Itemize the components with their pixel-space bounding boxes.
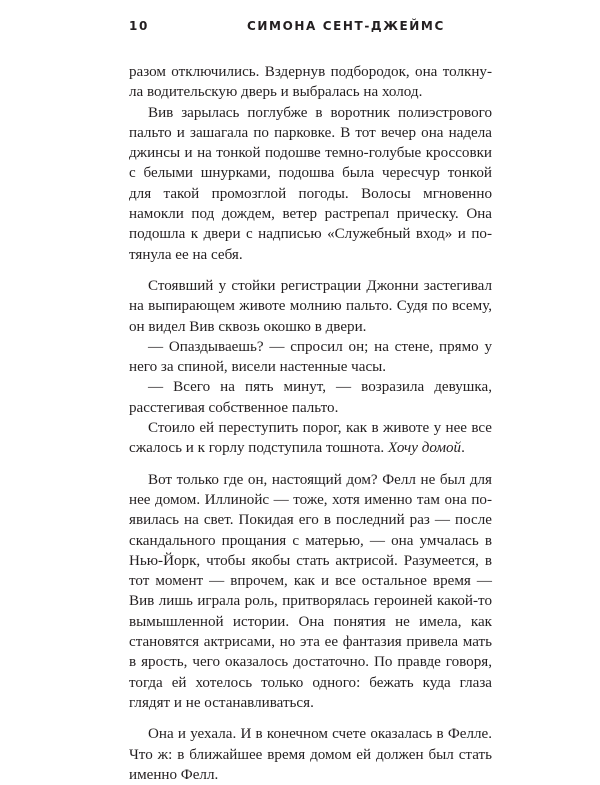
paragraph-8: Она и уехала. И в конечном счете оказалась в Фелле. Что ж: в ближайшее время домом ей должен был стать именно Фелл. xyxy=(129,726,492,783)
page-body-text xyxy=(129,62,492,785)
paragraph-2: Вив зарылась поглубже в воротник полиэстрового пальто и зашагала по парковке. В тот вечер она надела джинсы и на тонкой подошве темно-голубые кроссовки с белыми шнурками, подошва была чересчур тонкой для такой промозглой погоды. Волосы мгновенно намокли под дождем, ветер растрепал прическу. Она подошла к двери с надписью «Служебный вход» и потянула ее на себя. xyxy=(129,104,492,263)
paragraph-4: — Опаздываешь? — спросил он; на стене, прямо у него за спиной, висели настенные часы. xyxy=(129,338,492,376)
paragraph-3: Стоявший у стойки регистрации Джонни застегивал на выпирающем животе молнию пальто. Судя по всему, он видел Вив сквозь окошко в двери. xyxy=(129,277,492,335)
page-number: 10 xyxy=(129,19,149,33)
paragraph-6-text: Стоило ей переступить порог, как в животе у нее все сжалось и к горлу подступила тошнота. xyxy=(129,420,492,457)
paragraph-6 xyxy=(129,418,492,459)
paragraph-5: — Всего на пять минут, — возразила девушка, расстегивая собственное пальто. xyxy=(129,379,492,416)
paragraph-1: разом отключились. Вздернув подбородок, она толкнула водительскую дверь и выбралась на холод. xyxy=(129,64,492,101)
paragraph-6-emphasis: Хочу домой xyxy=(387,440,462,457)
paragraph-6-end: . xyxy=(461,440,465,457)
running-title: СИМОНА СЕНТ-ДЖЕЙМС xyxy=(247,19,445,33)
paragraph-7: Вот только где он, настоящий дом? Фелл не был для нее домом. Иллинойс — тоже, хотя именно там она появилась на свет. Покидая его в последний раз — после скандального прощания с матерью, — она умчалась в Нью-Йорк, чтобы якобы стать актрисой. Разумеется, в тот момент — впрочем, как и все остальное время — Вив лишь играла роль, притворялась героиней какой-то вымышленной истории. Она понятия не имела, как становятся актрисами, но эта ее фантазия привела мать в ярость, чего оказалось достаточно. По правде говоря, тогда ей хотелось только одного: бежать куда глаза глядят и не останавливаться. xyxy=(129,471,492,711)
